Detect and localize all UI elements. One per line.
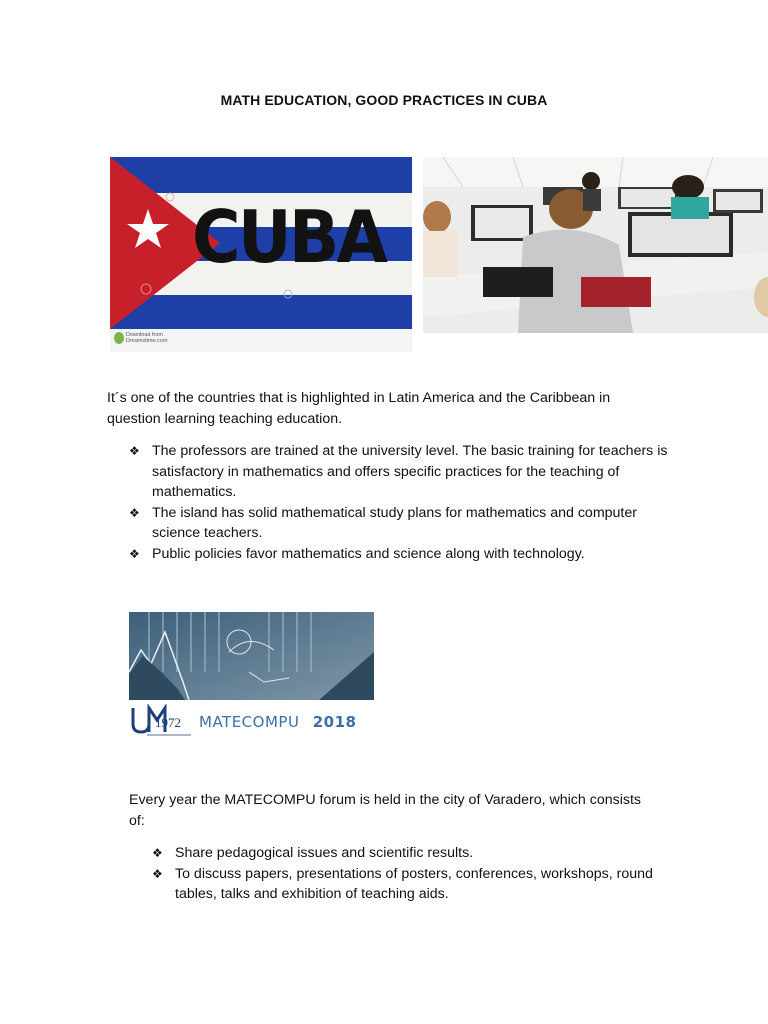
bullet-icon: ❖ [152, 846, 163, 860]
forum-paragraph: Every year the MATECOMPU forum is held in the city of Varadero, which consists of: [129, 792, 641, 829]
event-title [199, 713, 356, 731]
event-year: 2018 [312, 713, 357, 731]
bullet-icon: ❖ [129, 546, 140, 561]
flag-word: CUBA [192, 195, 386, 279]
dreamstime-logo-icon [114, 332, 124, 344]
list-item: ❖ The professors are trained at the university level. The basic training for teachers is satisfactory in mathematics and offers specific practices for the teaching of mathematics. [129, 443, 668, 500]
list-item: ❖ The island has solid mathematical study plans for mathematics and computer science teachers. [129, 504, 637, 541]
list-item: ❖ Share pedagogical issues and scientific results. [152, 843, 672, 864]
download-strip [110, 329, 412, 352]
list-item: ❖ To discuss papers, presentations of posters, conferences, workshops, round tables, talks and exhibition of teaching aids. [152, 865, 653, 902]
classroom-graphic [423, 157, 768, 333]
practices-list [129, 441, 689, 564]
download-site: Dreamstime.com [126, 338, 168, 344]
classroom-photo [423, 157, 768, 333]
banner-graphic [129, 612, 374, 700]
bullet-icon: ❖ [129, 505, 140, 520]
download-label: Download from [126, 332, 163, 338]
bullet-icon: ❖ [152, 866, 163, 881]
list-item: ❖ Public policies favor mathematics and science along with technology. [129, 544, 689, 565]
matecompu-banner [129, 612, 374, 742]
bullet-icon: ❖ [129, 444, 140, 458]
forum-list [152, 843, 672, 905]
intro-paragraph: It´s one of the countries that is highlighted in Latin America and the Caribbean in question learning teaching education. [107, 390, 611, 427]
banner-caption [129, 700, 374, 742]
logo-year: 1972 [155, 715, 181, 730]
cuba-flag-image [110, 157, 412, 352]
document-title: MATH EDUCATION, GOOD PRACTICES IN CUBA [220, 92, 548, 108]
event-name: MATECOMPU [199, 713, 300, 731]
